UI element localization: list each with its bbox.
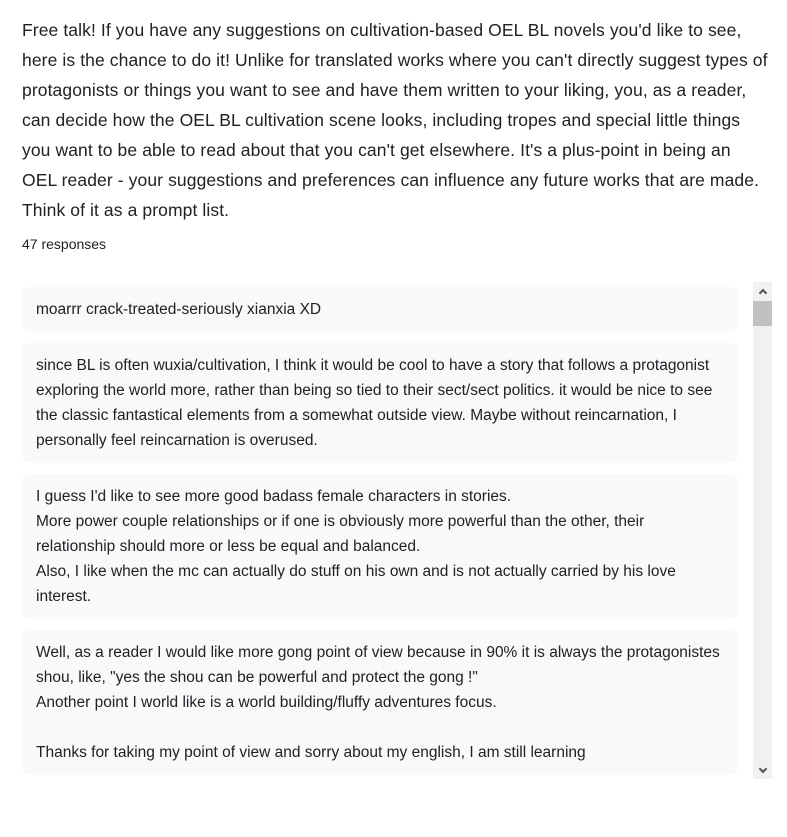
form-responses-page	[0, 15, 787, 837]
response-count: 47 responses	[22, 236, 107, 252]
response-text: moarrr crack-treated-seriously xianxia XD	[36, 301, 322, 318]
responses-list[interactable]	[0, 282, 787, 779]
question-title: Free talk! If you have any suggestions on cultivation-based OEL BL novels you'd like to see, here is the chance to do it! Unlike for translated works where you can't directly suggest types of protagonists or things you want to see and have them written to your liking, you, as a reader, can decide how the OEL BL cultivation scene looks, including tropes and special little things you want to be able to read about that you can't get elsewhere. It's a plus-point in being an OEL reader - your suggestions and preferences can influence any future works that are made. Think of it as a prompt list.	[22, 20, 768, 220]
scroll-down-button[interactable]	[753, 761, 772, 779]
response-card	[22, 474, 738, 619]
response-text: since BL is often wuxia/cultivation, I think it would be cool to have a story that follows a protagonist exploring the world more, rather than being so tied to their sect/sect politics. it would be nice to see the classic fantastical elements from a somewhat outside view. Maybe without reincarnation, I personally feel reincarnation is overused.	[36, 357, 717, 449]
response-text: I guess I'd like to see more good badass female characters in stories. More power couple relationships or if one is obviously more powerful than the other, their relationship should more or less be equal and balanced. Also, I like when the mc can actually do stuff on his own and is not actually carried by his love interest.	[36, 488, 676, 605]
response-card	[22, 343, 738, 463]
scrollbar-thumb[interactable]	[753, 301, 772, 326]
scroll-up-button[interactable]	[753, 282, 772, 300]
responses-scrollbar[interactable]	[753, 282, 772, 779]
response-card	[22, 287, 738, 332]
chevron-down-icon	[758, 764, 766, 772]
scrollbar-track[interactable]	[753, 300, 772, 761]
response-cards-container	[22, 282, 738, 775]
response-text: Well, as a reader I would like more gong point of view because in 90% it is always the protagonistes shou, like, "yes the shou can be powerful and protect the gong !" Another point I world like is a world building/fluffy adventures focus. Thanks for taking my point of view and sorry about my english, I am still learning	[36, 644, 720, 761]
chevron-up-icon	[758, 289, 766, 297]
response-card	[22, 630, 738, 775]
